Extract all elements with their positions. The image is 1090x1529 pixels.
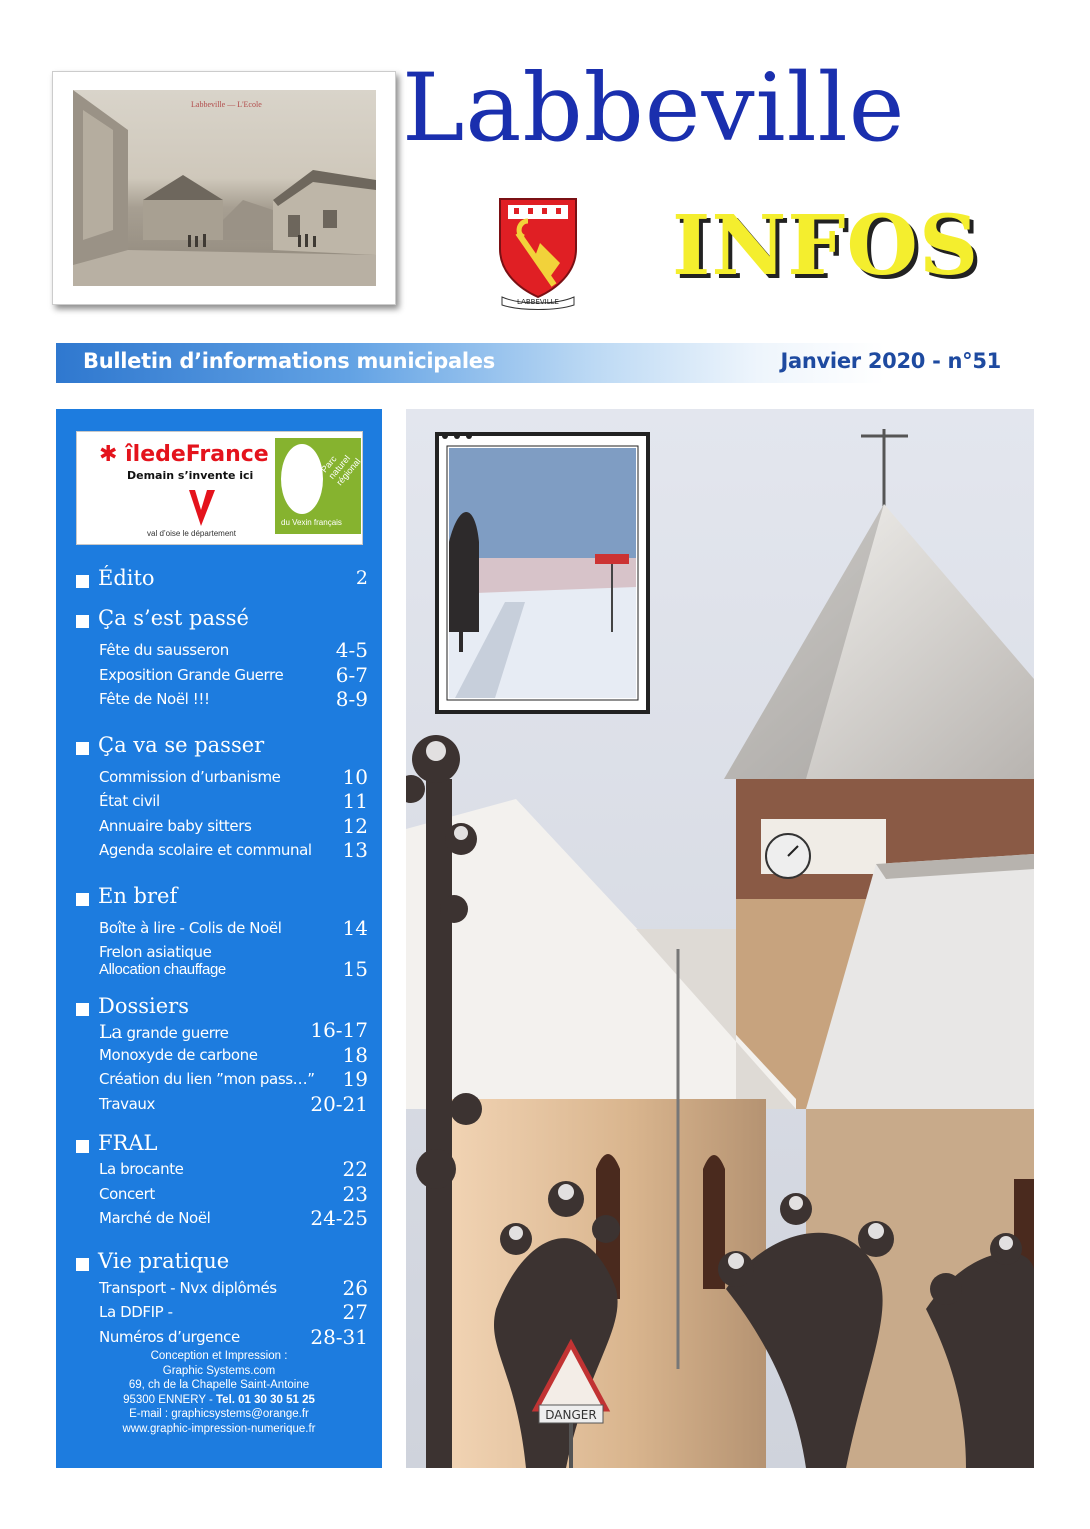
toc-item[interactable]: La brocante 22 xyxy=(99,1157,368,1181)
bullet-square-icon xyxy=(76,893,89,906)
toc-item[interactable]: Monoxyde de carbone 18 xyxy=(99,1042,368,1067)
toc-section-passe: Ça s’est passé Fête du sausseron 4-5 Exposition Grande Guerre 6-7 Fête de Noël !!! 8-9 xyxy=(56,607,382,715)
toc-item[interactable]: Création du lien ”mon pass…” 19 xyxy=(99,1067,368,1091)
toc-section-va: Ça va se passer Commission d’urbanisme 10 État civil 11 Annuaire baby sitters 12 Agenda scolaire et communal 13 xyxy=(56,734,382,866)
toc-item[interactable]: Fête de Noël !!! 8-9 xyxy=(99,687,368,711)
toc-item[interactable]: Boîte à lire - Colis de Noël 14 xyxy=(99,915,368,940)
pnr-vexin-logo: Parc naturel régional du Vexin français xyxy=(275,438,361,534)
partner-logos xyxy=(76,431,363,545)
bullet-square-icon xyxy=(76,575,89,588)
toc-item[interactable]: État civil 11 xyxy=(99,789,368,813)
toc-section-fral: FRAL La brocante 22 Concert 23 Marché de Noël 24-25 xyxy=(56,1132,382,1234)
bullet-square-icon xyxy=(76,1258,89,1271)
toc-section-vie: Vie pratique Transport - Nvx diplômés 26 La DDFIP - 27 Numéros d’urgence 28-31 xyxy=(56,1250,382,1353)
coat-of-arms-icon xyxy=(490,193,586,316)
photo-caption: Labbeville — L'Ecole xyxy=(191,100,262,109)
toc-item[interactable]: Marché de Noël 24-25 xyxy=(99,1206,368,1230)
crest-ribbon-text: LABBEVILLE xyxy=(517,298,559,306)
toc-item[interactable]: Concert 23 xyxy=(99,1181,368,1206)
iledefrance-logo: ✱ îledeFrance xyxy=(99,442,269,467)
toc-item[interactable]: Transport - Nvx diplômés 26 xyxy=(99,1275,368,1300)
snow-stamp-image xyxy=(435,432,650,714)
bullet-square-icon xyxy=(76,742,89,755)
bullet-square-icon xyxy=(76,1003,89,1016)
valdoise-logo-icon xyxy=(149,488,219,528)
toc-item[interactable]: La grande guerre 16-17 xyxy=(99,1018,368,1043)
subtitle-band xyxy=(56,343,1031,383)
toc-item[interactable]: La DDFIP - 27 xyxy=(99,1300,368,1324)
old-postcard-image xyxy=(73,90,376,286)
iledefrance-tagline: Demain s’invente ici xyxy=(127,469,254,482)
toc-item[interactable]: Frelon asiatique Allocation chauffage 15 xyxy=(99,943,368,981)
printer-credits: Conception et Impression : Graphic Systems.com 69, ch de la Chapelle Saint-Antoine 95300 ENNERY - Tel. 01 30 30 51 25 E-mail : graphicsystems@orange.fr www.graphic-impression-numerique.fr xyxy=(122,1350,316,1435)
bulletin-label: Bulletin d’informations municipales xyxy=(83,349,495,373)
toc-item[interactable]: Agenda scolaire et communal 13 xyxy=(99,838,368,862)
toc-item[interactable]: Exposition Grande Guerre 6-7 xyxy=(99,662,368,687)
toc-item[interactable]: Travaux 20-21 xyxy=(99,1091,368,1116)
toc-list xyxy=(56,567,382,1352)
header-photo xyxy=(52,71,396,305)
toc-item[interactable]: Commission d’urbanisme 10 xyxy=(99,764,368,789)
toc-item[interactable]: Fête du sausseron 4-5 xyxy=(99,638,368,662)
valdoise-text: val d’oise le département xyxy=(147,529,236,538)
toc-section-edito[interactable]: Édito 2 xyxy=(56,567,382,607)
table-of-contents-sidebar xyxy=(56,409,382,1468)
issue-label: Janvier 2020 - n°51 xyxy=(780,349,1001,373)
toc-section-dossiers: Dossiers La grande guerre 16-17 Monoxyde de carbone 18 Création du lien ”mon pass…” 19 Travaux 20-21 xyxy=(56,995,382,1119)
page-title: Labbeville xyxy=(402,54,906,163)
page-subtitle: INFOS xyxy=(672,198,980,294)
toc-section-bref: En bref Boîte à lire - Colis de Noël 14 Frelon asiatique Allocation chauffage 15 xyxy=(56,885,382,984)
bullet-square-icon xyxy=(76,615,89,628)
danger-sign-text: DANGER xyxy=(545,1408,597,1422)
toc-item[interactable]: Annuaire baby sitters 12 xyxy=(99,813,368,838)
bullet-square-icon xyxy=(76,1140,89,1153)
toc-item[interactable]: Numéros d’urgence 28-31 xyxy=(99,1324,368,1349)
